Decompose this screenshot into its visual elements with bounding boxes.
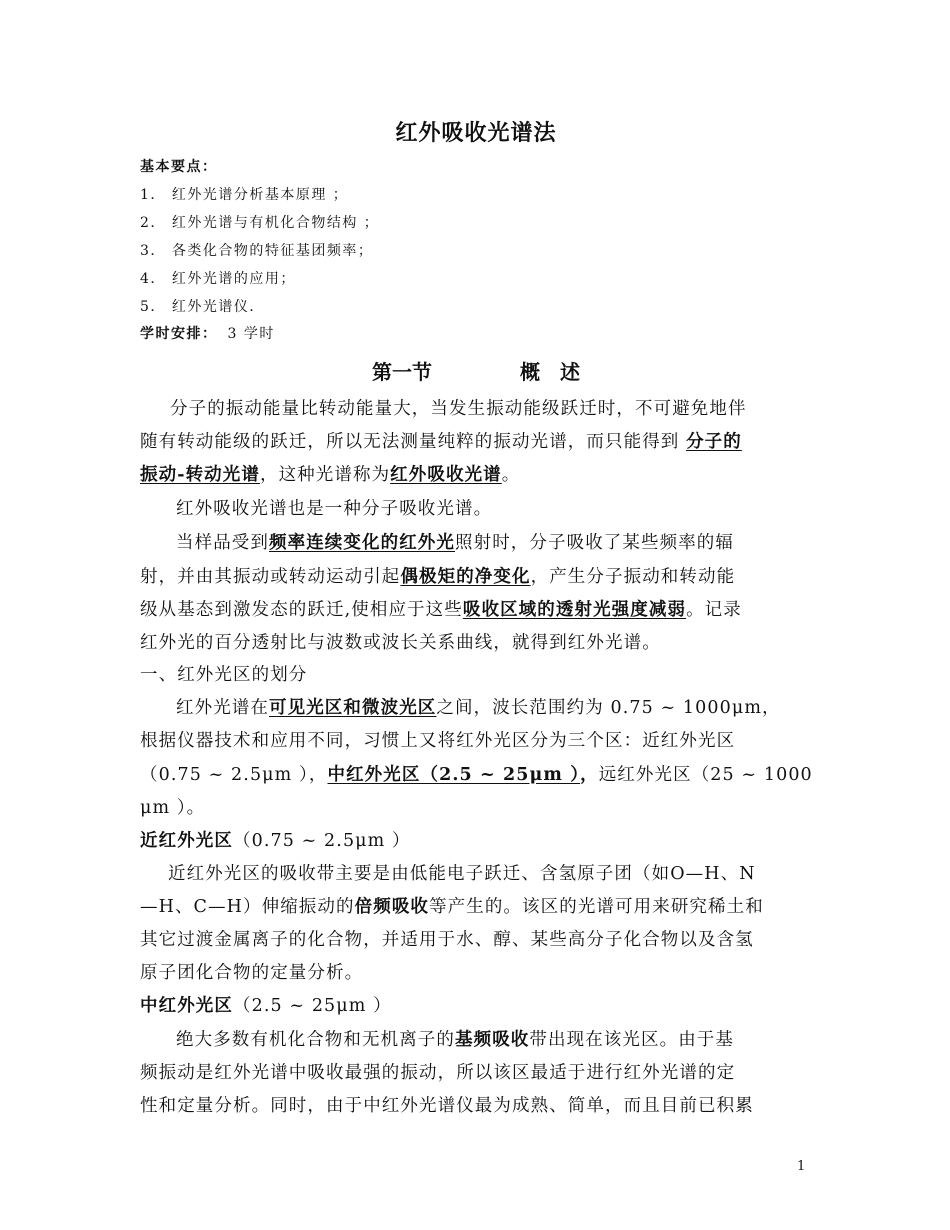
paragraph-line: 原子团化合物的定量分析。 <box>140 963 364 983</box>
paragraph-line <box>140 596 742 621</box>
key-point-item: 2． 红外光谱与有机化合物结构 ； <box>140 215 380 231</box>
key-term: 基频吸收 <box>455 1030 530 1050</box>
text-run: 。 <box>501 465 521 485</box>
text-run: 级从基态到激发态的跃迁,使相应于这些 <box>140 600 463 620</box>
key-point-item: 5． 红外光谱仪． <box>140 299 265 315</box>
paragraph-line: 其它过渡金属离子的化合物，并适用于水、醇、某些高分子化合物以及含氢 <box>140 930 754 950</box>
key-points-label: 基本要点： <box>140 159 218 175</box>
mid-ir-range: （2.5 ~ 25μm ） <box>233 996 392 1016</box>
key-term: 中红外光区（2.5 ~ 25μm ） <box>327 765 581 785</box>
page-number: 1 <box>797 1159 806 1174</box>
section-title: 概 述 <box>520 360 580 384</box>
paragraph-line: 性和定量分析。同时，由于中红外光谱仪最为成熟、简单，而且目前已积累 <box>140 1096 754 1116</box>
key-point-item: 1． 红外光谱分析基本原理 ； <box>140 187 349 203</box>
paragraph-line <box>140 893 764 918</box>
text-run: 红外光谱在 <box>176 698 269 718</box>
near-ir-heading <box>140 827 411 852</box>
text-run: ，产生分子振动和转动能 <box>530 567 736 587</box>
text-run: 射，并由其振动或转动运动引起 <box>140 567 401 587</box>
text-run: 等产生的。该区的光谱可用来研究稀土和 <box>429 897 764 917</box>
paragraph-line: 近红外光区的吸收带主要是由低能电子跃迁、含氢原子团（如O—H、N <box>168 864 756 884</box>
paragraph-line <box>176 1026 734 1051</box>
key-term: 红外吸收光谱 <box>390 465 502 485</box>
mid-ir-heading <box>140 992 392 1017</box>
text-run: 绝大多数有机化合物和无机离子的 <box>176 1030 455 1050</box>
paragraph-line <box>140 761 813 786</box>
subsection-heading: 一、红外光区的划分 <box>140 665 308 685</box>
mid-ir-title: 中红外光区 <box>140 996 233 1016</box>
document-title: 红外吸收光谱法 <box>395 120 557 146</box>
key-term: 分子的 <box>686 432 742 452</box>
paragraph-line: 红外光的百分透射比与波数或波长关系曲线，就得到红外光谱。 <box>140 633 661 653</box>
paragraph-line: μm ）。 <box>140 798 206 818</box>
key-term: 频率连续变化的红外光 <box>269 533 455 553</box>
text-run: （0.75 ~ 2.5μm ）， <box>140 765 328 785</box>
paragraph-line <box>176 694 781 719</box>
schedule-line <box>140 323 275 343</box>
section-heading <box>140 356 812 385</box>
key-term: 可见光区和微波光区 <box>269 698 437 718</box>
key-term: 倍频吸收 <box>354 897 430 917</box>
key-point-item: 4． 红外光谱的应用； <box>140 271 296 287</box>
text-run: 。记录 <box>686 600 742 620</box>
text-run: 远红外光区（25 ~ 1000 <box>598 765 813 785</box>
text-run: 之间，波长范围约为 0.75 ~ 1000μm， <box>436 698 781 718</box>
paragraph-line <box>140 461 520 486</box>
text-run: ，这种光谱称为 <box>259 465 391 485</box>
schedule-value: 3 学时 <box>227 326 275 342</box>
paragraph-line: 根据仪器技术和应用不同，习惯上又将红外光区分为三个区：近红外光区 <box>140 731 736 751</box>
paragraph-line: 红外吸收光谱也是一种分子吸收光谱。 <box>176 499 493 519</box>
key-point-item: 3． 各类化合物的特征基团频率； <box>140 243 374 259</box>
paragraph-line <box>176 529 734 554</box>
key-term: 吸收区域的透射光强度减弱 <box>462 600 687 620</box>
near-ir-range: （0.75 ~ 2.5μm ） <box>233 831 411 851</box>
text-run: —H、C—H）伸缩振动的 <box>140 897 355 917</box>
key-term: 偶极矩的净变化 <box>400 567 531 587</box>
near-ir-title: 近红外光区 <box>140 831 233 851</box>
text-run: 照射时，分子吸收了某些频率的辐 <box>455 533 734 553</box>
text-run: 带出现在该光区。由于基 <box>529 1030 735 1050</box>
paragraph-line <box>140 563 735 588</box>
section-number: 第一节 <box>372 360 432 384</box>
schedule-label: 学时安排： <box>140 326 218 342</box>
key-term: 振动-转动光谱 <box>140 465 260 485</box>
paragraph-line: 分子的振动能量比转动能量大，当发生振动能级跃迁时，不可避免地伴 <box>170 399 747 419</box>
paragraph-line <box>140 428 742 453</box>
text-run: 当样品受到 <box>176 533 269 553</box>
text-run: ， <box>580 765 599 785</box>
paragraph-line: 频振动是红外光谱中吸收最强的振动，所以该区最适于进行红外光谱的定 <box>140 1063 736 1083</box>
text-run: 随有转动能级的跃迁，所以无法测量纯粹的振动光谱，而只能得到 <box>140 432 687 452</box>
